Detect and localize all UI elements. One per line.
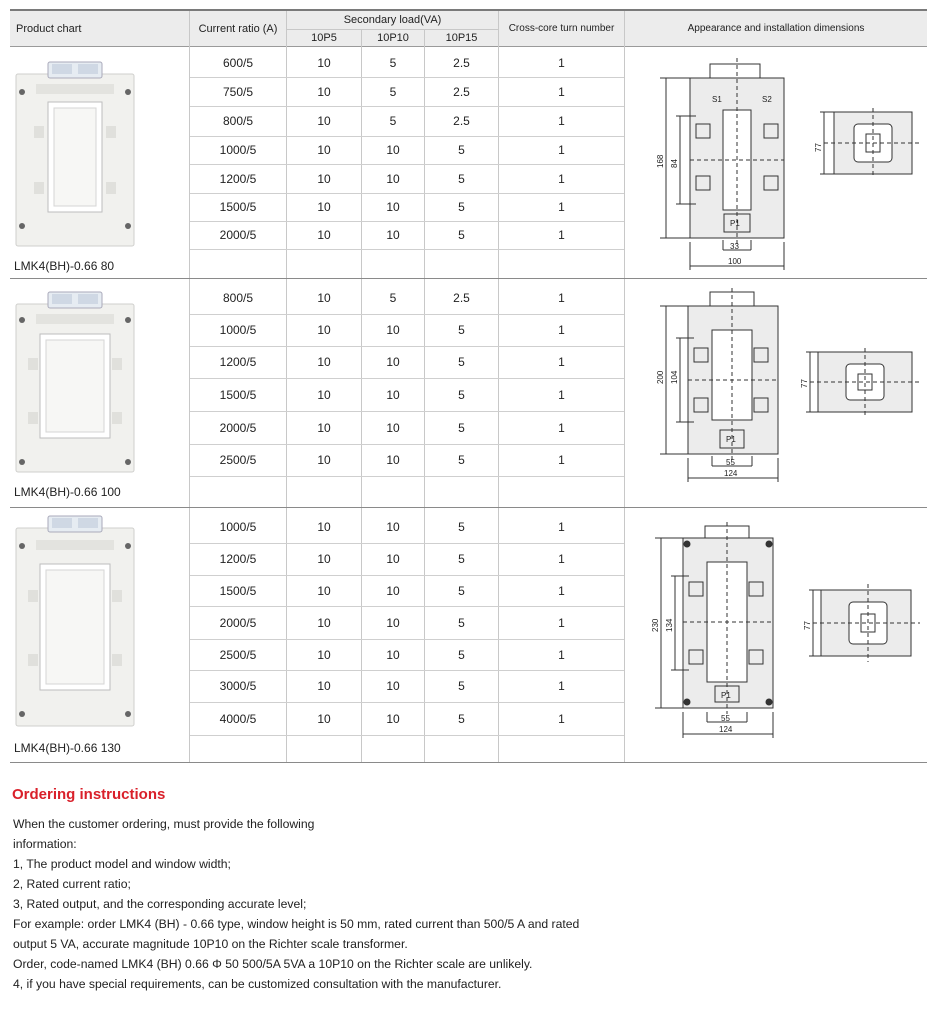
- cell-turns: 1: [558, 200, 565, 214]
- cell-p15: 2.5: [453, 56, 470, 70]
- row-divider: [190, 735, 624, 736]
- dim-width: 100: [728, 257, 742, 266]
- cell-turns: 1: [558, 712, 565, 726]
- row-divider: [190, 639, 624, 640]
- cell-turns: 1: [558, 453, 565, 467]
- dim-window: 55: [726, 458, 735, 467]
- terminal-p1-label: P1: [721, 691, 731, 700]
- cell-ratio: 1200/5: [219, 172, 257, 186]
- cell-p5: 10: [317, 712, 331, 726]
- cell-ratio: 1000/5: [219, 323, 257, 337]
- cell-p5: 10: [317, 228, 331, 242]
- cell-p15: 5: [458, 712, 465, 726]
- cell-p15: 2.5: [453, 114, 470, 128]
- cell-turns: 1: [558, 56, 565, 70]
- product-photo-100: [14, 290, 136, 475]
- cell-p10: 5: [389, 85, 397, 99]
- row-divider: [190, 543, 624, 544]
- dim-depth: 77: [803, 621, 812, 630]
- cell-p15: 5: [458, 421, 465, 435]
- cell-turns: 1: [558, 584, 565, 598]
- cell-p5: 10: [317, 679, 331, 693]
- model-label: LMK4(BH)-0.66 100: [14, 485, 121, 499]
- cell-turns: 1: [558, 291, 565, 305]
- ordering-line: 2, Rated current ratio;: [13, 877, 131, 891]
- row-divider: [190, 670, 624, 671]
- cell-turns: 1: [558, 616, 565, 630]
- cell-turns: 1: [558, 85, 565, 99]
- dim-inner: 84: [670, 159, 679, 168]
- cell-p5: 10: [317, 56, 331, 70]
- cell-p15: 5: [458, 616, 465, 630]
- cell-p5: 10: [317, 200, 331, 214]
- cell-p10: 5: [389, 114, 397, 128]
- cell-p5: 10: [317, 291, 331, 305]
- cell-p10: 10: [386, 323, 400, 337]
- ordering-line: For example: order LMK4 (BH) - 0.66 type, window height is 50 mm, rated current than 500/5 A and rated: [13, 917, 580, 931]
- row-divider: [190, 221, 624, 222]
- cell-p10: 5: [389, 56, 397, 70]
- row-divider: [190, 411, 624, 412]
- cell-p5: 10: [317, 616, 331, 630]
- cell-p5: 10: [317, 85, 331, 99]
- dimension-drawing-100: [650, 288, 920, 484]
- dimension-drawing-130: [645, 522, 920, 740]
- header-current-ratio: Current ratio (A): [190, 11, 286, 46]
- cell-ratio: 800/5: [222, 291, 254, 305]
- cell-p15: 5: [458, 323, 465, 337]
- header-cross-core: Cross-core turn number: [499, 11, 624, 46]
- dim-height: 200: [656, 370, 665, 384]
- cell-p10: 10: [386, 648, 400, 662]
- dim-window: 55: [721, 714, 730, 723]
- cell-p15: 5: [458, 388, 465, 402]
- cell-p15: 5: [458, 453, 465, 467]
- cell-p15: 2.5: [453, 291, 470, 305]
- header-subdivider: [287, 29, 498, 30]
- cell-p10: 10: [386, 228, 400, 242]
- dim-inner: 104: [670, 370, 679, 384]
- cell-p15: 5: [458, 648, 465, 662]
- cell-turns: 1: [558, 520, 565, 534]
- cell-p5: 10: [317, 584, 331, 598]
- cell-ratio: 1200/5: [219, 355, 257, 369]
- cell-p15: 5: [458, 679, 465, 693]
- ordering-line: When the customer ordering, must provide the following: [13, 817, 315, 831]
- cell-ratio: 800/5: [222, 114, 254, 128]
- row-divider: [190, 606, 624, 607]
- cell-p10: 10: [386, 616, 400, 630]
- dim-window: 33: [730, 242, 739, 251]
- row-divider: [190, 476, 624, 477]
- table-bottom-rule: [10, 762, 927, 763]
- row-divider: [190, 314, 624, 315]
- cell-p10: 5: [389, 291, 397, 305]
- ordering-line: Order, code-named LMK4 (BH) 0.66 Φ 50 500/5A 5VA a 10P10 on the Richter scale are unlikely.: [13, 957, 533, 971]
- cell-p15: 5: [458, 172, 465, 186]
- header-product-chart: Product chart: [10, 11, 189, 46]
- cell-p10: 10: [386, 421, 400, 435]
- cell-p10: 10: [386, 712, 400, 726]
- ordering-line: 4, if you have special requirements, can be customized consultation with the manufacturer.: [13, 977, 502, 991]
- cell-p10: 10: [386, 143, 400, 157]
- row-divider: [190, 378, 624, 379]
- cell-ratio: 600/5: [222, 56, 254, 70]
- header-appearance: Appearance and installation dimensions: [625, 11, 927, 46]
- cell-p10: 10: [386, 172, 400, 186]
- column-divider: [624, 11, 625, 762]
- dim-inner: 134: [665, 618, 674, 632]
- cell-ratio: 2000/5: [219, 616, 257, 630]
- cell-p5: 10: [317, 421, 331, 435]
- group-separator: [10, 507, 927, 508]
- cell-ratio: 1000/5: [219, 143, 257, 157]
- dimension-drawing-80: [650, 58, 920, 272]
- dim-width: 124: [719, 725, 733, 734]
- header-bottom-rule: [10, 46, 927, 47]
- row-divider: [190, 346, 624, 347]
- cell-p15: 5: [458, 228, 465, 242]
- row-divider: [190, 77, 624, 78]
- ordering-line: information:: [13, 837, 77, 851]
- cell-ratio: 4000/5: [219, 712, 257, 726]
- cell-p5: 10: [317, 453, 331, 467]
- cell-turns: 1: [558, 552, 565, 566]
- cell-ratio: 1500/5: [219, 584, 257, 598]
- cell-p10: 10: [386, 552, 400, 566]
- cell-p10: 10: [386, 520, 400, 534]
- cell-p15: 5: [458, 200, 465, 214]
- ordering-line: 1, The product model and window width;: [13, 857, 231, 871]
- ordering-title: Ordering instructions: [12, 786, 166, 803]
- cell-turns: 1: [558, 323, 565, 337]
- row-divider: [190, 444, 624, 445]
- cell-p10: 10: [386, 355, 400, 369]
- cell-p10: 10: [386, 679, 400, 693]
- product-photo-130: [14, 514, 136, 729]
- cell-p15: 5: [458, 143, 465, 157]
- terminal-s1-label: S1: [712, 95, 722, 104]
- cell-p10: 10: [386, 388, 400, 402]
- dim-height: 168: [656, 154, 665, 168]
- cell-ratio: 1000/5: [219, 520, 257, 534]
- cell-turns: 1: [558, 228, 565, 242]
- dim-depth: 77: [800, 379, 809, 388]
- cell-p10: 10: [386, 584, 400, 598]
- row-divider: [190, 164, 624, 165]
- header-10p10: 10P10: [362, 30, 424, 46]
- cell-p5: 10: [317, 323, 331, 337]
- ordering-line: output 5 VA, accurate magnitude 10P10 on the Richter scale transformer.: [13, 937, 408, 951]
- terminal-p1-label: P1: [726, 435, 736, 444]
- header-10p15: 10P15: [425, 30, 498, 46]
- cell-ratio: 2500/5: [219, 453, 257, 467]
- cell-ratio: 750/5: [222, 85, 254, 99]
- terminal-s2-label: S2: [762, 95, 772, 104]
- cell-p5: 10: [317, 520, 331, 534]
- group-separator: [10, 278, 927, 279]
- cell-turns: 1: [558, 648, 565, 662]
- cell-p15: 5: [458, 552, 465, 566]
- row-divider: [190, 249, 624, 250]
- cell-p5: 10: [317, 172, 331, 186]
- cell-p5: 10: [317, 552, 331, 566]
- cell-ratio: 1500/5: [219, 388, 257, 402]
- dim-height: 230: [651, 618, 660, 632]
- cell-p5: 10: [317, 114, 331, 128]
- terminal-p1-label: P1: [730, 219, 740, 228]
- cell-turns: 1: [558, 355, 565, 369]
- row-divider: [190, 106, 624, 107]
- row-divider: [190, 702, 624, 703]
- cell-ratio: 2000/5: [219, 421, 257, 435]
- cell-ratio: 1500/5: [219, 200, 257, 214]
- cell-p5: 10: [317, 143, 331, 157]
- cell-turns: 1: [558, 143, 565, 157]
- ordering-line: 3, Rated output, and the corresponding accurate level;: [13, 897, 307, 911]
- cell-ratio: 2000/5: [219, 228, 257, 242]
- dim-depth: 77: [814, 143, 823, 152]
- cell-p5: 10: [317, 388, 331, 402]
- cell-turns: 1: [558, 421, 565, 435]
- cell-p15: 5: [458, 520, 465, 534]
- cell-p15: 2.5: [453, 85, 470, 99]
- cell-turns: 1: [558, 114, 565, 128]
- header-secondary-load: Secondary load(VA): [287, 11, 498, 29]
- dim-width: 124: [724, 469, 738, 478]
- cell-p5: 10: [317, 648, 331, 662]
- cell-turns: 1: [558, 679, 565, 693]
- cell-turns: 1: [558, 388, 565, 402]
- model-label: LMK4(BH)-0.66 80: [14, 259, 115, 273]
- cell-p15: 5: [458, 584, 465, 598]
- cell-p15: 5: [458, 355, 465, 369]
- cell-ratio: 2500/5: [219, 648, 257, 662]
- row-divider: [190, 136, 624, 137]
- cell-ratio: 1200/5: [219, 552, 257, 566]
- cell-turns: 1: [558, 172, 565, 186]
- cell-p5: 10: [317, 355, 331, 369]
- cell-p10: 10: [386, 200, 400, 214]
- row-divider: [190, 575, 624, 576]
- model-label: LMK4(BH)-0.66 130: [14, 741, 121, 755]
- cell-ratio: 3000/5: [219, 679, 257, 693]
- row-divider: [190, 193, 624, 194]
- header-10p5: 10P5: [287, 30, 361, 46]
- product-photo-80: [14, 60, 136, 250]
- cell-p10: 10: [386, 453, 400, 467]
